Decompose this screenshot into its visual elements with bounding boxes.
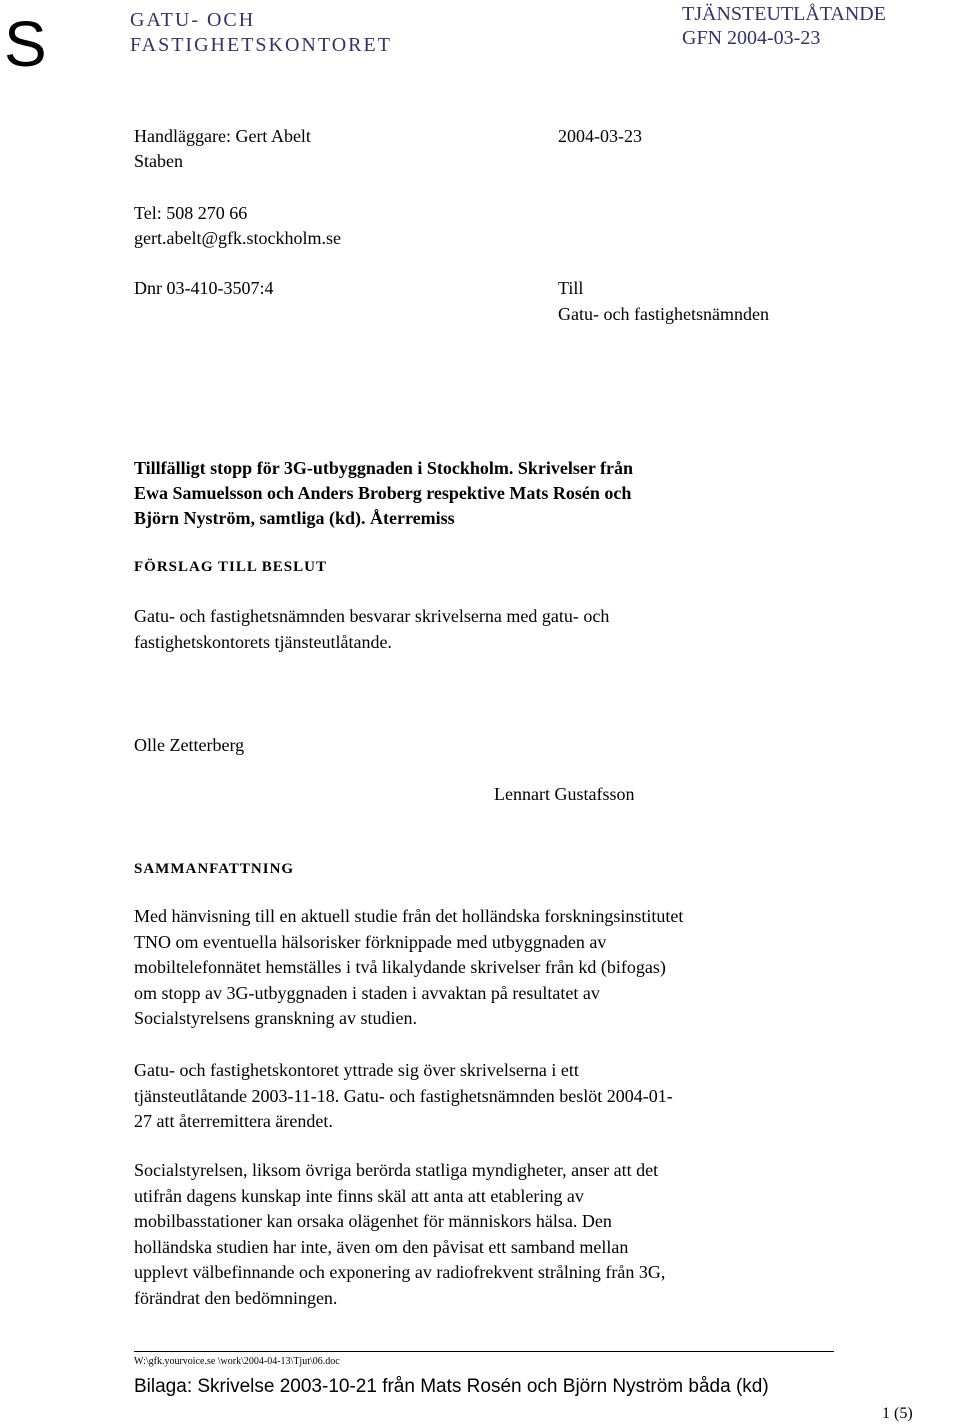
doc-type-line-1: TJÄNSTEUTLÅTANDE [682,3,886,25]
proposal-text [134,604,854,655]
file-path: W:\gfk.yourvoice.se \work\2004-04-13\Tjut\06.doc [134,1356,340,1367]
summary-p3-line: förändrat den bedömningen. [134,1287,338,1308]
summary-paragraph-3 [134,1158,854,1312]
summary-p3-line: upplevt välbefinnande och exponering av radiofrekvent strålning från 3G, [134,1262,666,1283]
department: Staben [134,151,183,171]
recipient: Gatu- och fastighetsnämnden [558,304,769,324]
organization-name [130,8,392,58]
summary-paragraph-1 [134,904,854,1032]
doc-type-line-2: GFN 2004-03-23 [682,27,821,49]
proposal-line-1: Gatu- och fastighetsnämnden besvarar skrivelserna med gatu- och [134,606,610,626]
subject-line-3: Björn Nyström, samtliga (kd). Återremiss [134,508,455,528]
dnr: Dnr 03-410-3507:4 [134,278,274,298]
summary-p1-line: Socialstyrelsens granskning av studien. [134,1008,417,1029]
city-logo-letter: S [4,8,47,80]
signature-second: Lennart Gustafsson [494,784,635,804]
summary-p3-line: holländska studien har inte, även om den påvisat ett samband mellan [134,1236,629,1257]
to-label: Till [558,278,584,298]
summary-p2-line: 27 att återremittera ärendet. [134,1111,333,1132]
summary-p1-line: om stopp av 3G-utbyggnaden i staden i avvaktan på resultatet av [134,982,600,1003]
org-line-2: FASTIGHETSKONTORET [130,34,392,56]
proposal-heading: FÖRSLAG TILL BESLUT [134,559,327,575]
summary-p3-line: utifrån dagens kunskap inte finns skäl att anta att etablering av [134,1185,584,1206]
summary-p1-line: TNO om eventuella hälsorisker förknippade med utbyggnaden av [134,931,607,952]
summary-p3-line: Socialstyrelsen, liksom övriga berörda statliga myndigheter, anser att det [134,1160,659,1180]
subject-line-2: Ewa Samuelsson och Anders Broberg respektive Mats Rosén och [134,483,632,503]
email: gert.abelt@gfk.stockholm.se [134,228,342,248]
attachment-note: Bilaga: Skrivelse 2003-10-21 från Mats Rosén och Björn Nyström båda (kd) [134,1376,769,1397]
phone: Tel: 508 270 66 [134,203,248,223]
subject-line-1: Tillfälligt stopp för 3G-utbyggnaden i Stockholm. Skrivelser från [134,458,634,478]
document-date: 2004-03-23 [558,126,642,146]
handler: Handläggare: Gert Abelt [134,126,311,146]
summary-paragraph-2 [134,1058,854,1135]
signature-first: Olle Zetterberg [134,735,245,755]
document-type [682,2,886,50]
summary-p3-line: mobilbasstationer kan orsaka olägenhet för människors hälsa. Den [134,1211,612,1232]
org-line-1: GATU- OCH [130,9,256,31]
subject-title [134,456,854,531]
summary-p2-line: tjänsteutlåtande 2003-11-18. Gatu- och fastighetsnämnden beslöt 2004-01- [134,1085,673,1106]
summary-p2-line: Gatu- och fastighetskontoret yttrade sig över skrivelserna i ett [134,1060,579,1080]
proposal-line-2: fastighetskontorets tjänsteutlåtande. [134,631,392,652]
footer-divider [134,1351,834,1352]
summary-p1-line: mobiltelefonnätet hemställes i två likalydande skrivelser från kd (bifogas) [134,957,666,978]
summary-heading: SAMMANFATTNING [134,861,295,877]
page-number: 1 (5) [882,1405,913,1422]
summary-p1-line: Med hänvisning till en aktuell studie från det holländska forskningsinstitutet [134,906,684,926]
